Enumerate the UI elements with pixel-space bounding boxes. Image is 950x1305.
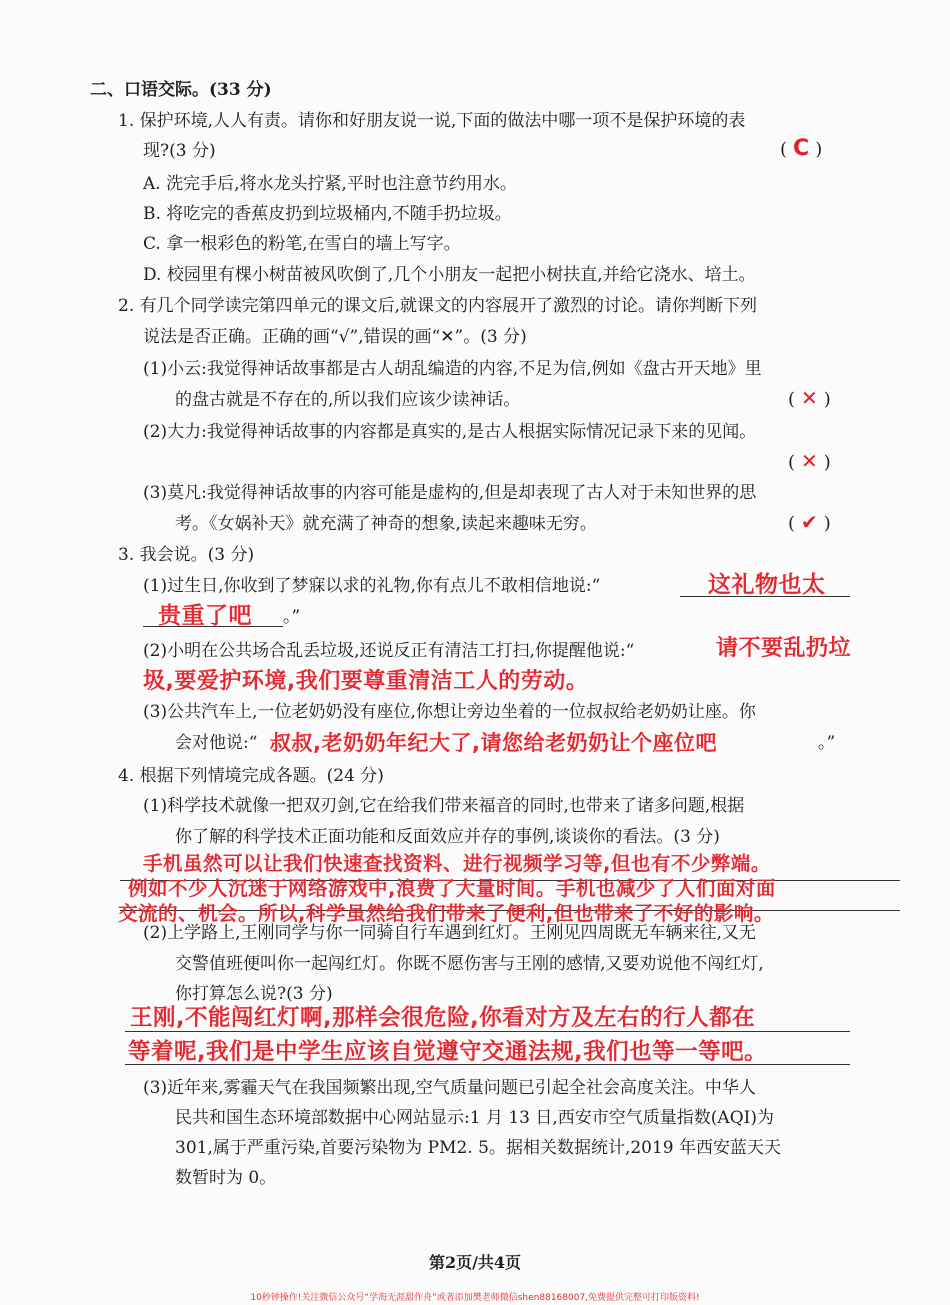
q2-s2-line1: (2)大力:我觉得神话故事的内容都是真实的,是古人根据实际情况记录下来的见闻。 — [143, 422, 757, 442]
q1-option-b: B. 将吃完的香蕉皮扔到垃圾桶内,不随手扔垃圾。 — [143, 204, 512, 224]
q3-title: 3. 我会说。(3 分) — [118, 545, 255, 565]
q2-s1-answer-paren — [788, 386, 831, 412]
q2-s1-line1: (1)小云:我觉得神话故事都是古人胡乱编造的内容,不足为信,例如《盘古开天地》里 — [143, 359, 762, 379]
q1-option-a: A. 洗完手后,将水龙头拧紧,平时也注意节约用水。 — [143, 174, 517, 194]
q2-stem-line1: 2. 有几个同学读完第四单元的课文后,就课文的内容展开了激烈的讨论。请你判断下列 — [118, 296, 758, 316]
q3-s3-line2: 会对他说:“ — [175, 733, 258, 753]
page-number: 第2页/共4页 — [428, 1253, 522, 1272]
q4-s2-answer-line1: 王刚,不能闯红灯啊,那样会很危险,你看对方及左右的行人都在 — [130, 1005, 756, 1031]
q1-option-c: C. 拿一根彩色的粉笔,在雪白的墙上写字。 — [143, 234, 461, 254]
q1-option-d: D. 校园里有棵小树苗被风吹倒了,几个小朋友一起把小树扶直,并给它浇水、培土。 — [143, 265, 756, 285]
promo-notice: 10秒钟操作!关注微信公众号“学海无涯甜作舟”或者添加樊老师微信shen88168007,免费提供完整可打印版资料! — [250, 1293, 700, 1303]
q4-s3-line4: 数暂时为 0。 — [175, 1168, 277, 1188]
q4-s1-answer-line2: 例如不少人沉迷于网络游戏中,浪费了大量时间。手机也减少了人们面对面 — [128, 877, 776, 900]
q4-s3-line1: (3)近年来,雾霾天气在我国频繁出现,空气质量问题已引起全社会高度关注。中华人 — [143, 1078, 756, 1098]
q2-s3-answer-paren — [788, 510, 831, 536]
q3-s2-answer-part1: 请不要乱扔垃 — [716, 636, 852, 661]
q3-s3-line1: (3)公共汽车上,一位老奶奶没有座位,你想让旁边坐着的一位叔叔给老奶奶让座。你 — [143, 702, 756, 722]
q1-stem-line1: 1. 保护环境,人人有责。请你和好朋友说一说,下面的做法中哪一项不是保护环境的表 — [118, 111, 746, 131]
q2-s3-line2: 考。《女娲补天》就充满了神奇的想象,读起来趣味无穷。 — [175, 514, 597, 534]
paren-open: ( — [788, 452, 796, 473]
q3-s1-answer-part2: 贵重了吧 — [158, 603, 252, 629]
q3-s1-line1: (1)过生日,你收到了梦寐以求的礼物,你有点儿不敢相信地说:“ — [143, 576, 601, 596]
q4-s2-line3: 你打算怎么说?(3 分) — [175, 984, 333, 1004]
q3-s3-answer: 叔叔,老奶奶年纪大了,请您给老奶奶让个座位吧 — [270, 731, 717, 755]
q4-s2-line2: 交警值班便叫你一起闯红灯。你既不愿伤害与王刚的感情,又要劝说他不闯红灯, — [175, 954, 764, 974]
q3-s1-end: 。” — [283, 607, 301, 627]
q4-s1-line1: (1)科学技术就像一把双刃剑,它在给我们带来福音的同时,也带来了诸多问题,根据 — [143, 796, 745, 816]
paren-open: ( — [788, 389, 796, 410]
paren-close: ) — [823, 452, 831, 473]
q2-stem-line2: 说法是否正确。正确的画“√”,错误的画“✕”。(3 分) — [143, 327, 527, 347]
q4-title: 4. 根据下列情境完成各题。(24 分) — [118, 766, 384, 786]
paren-close: ) — [815, 139, 823, 160]
q3-s1-answer-part1: 这礼物也太 — [708, 572, 826, 598]
paren-open: ( — [788, 513, 796, 534]
q4-s2-line1: (2)上学路上,王刚同学与你一同骑自行车遇到红灯。王刚见四周既无车辆来往,又无 — [143, 923, 756, 943]
section-title: 二、口语交际。(33 分) — [90, 80, 272, 100]
q2-s2-answer-paren — [788, 449, 831, 475]
q4-s1-answer-line3: 交流的、机会。所以,科学虽然给我们带来了便利,但也带来了不好的影响。 — [118, 902, 774, 925]
q4-s3-line2: 民共和国生态环境部数据中心网站显示:1 月 13 日,西安市空气质量指数(AQI)为 — [175, 1108, 774, 1128]
q2-s1-line2: 的盘古就是不存在的,所以我们应该少读神话。 — [175, 390, 521, 410]
q2-s1-mark: ✕ — [801, 386, 818, 410]
q2-s3-mark: ✔ — [801, 510, 818, 534]
q1-stem-line2: 现?(3 分) — [143, 141, 216, 161]
q4-s1-answer-line1: 手机虽然可以让我们快速查找资料、进行视频学习等,但也有不少弊端。 — [143, 852, 771, 875]
paren-open: ( — [780, 139, 788, 160]
q3-s3-end: 。” — [818, 733, 836, 753]
q4-s3-line3: 301,属于严重污染,首要污染物为 PM2. 5。据相关数据统计,2019 年西安蓝天天 — [175, 1138, 782, 1158]
q2-s2-mark: ✕ — [801, 449, 818, 473]
q2-s3-line1: (3)莫凡:我觉得神话故事的内容可能是虚构的,但是却表现了古人对于未知世界的思 — [143, 483, 757, 503]
q3-s2-line1: (2)小明在公共场合乱丢垃圾,还说反正有清洁工打扫,你提醒他说:“ — [143, 641, 635, 661]
q1-answer: C — [793, 136, 810, 161]
q4-s1-line2: 你了解的科学技术正面功能和反面效应并存的事例,谈谈你的看法。(3 分) — [175, 827, 720, 847]
paren-close: ) — [823, 389, 831, 410]
q3-s2-answer-part2: 圾,要爱护环境,我们要尊重清洁工人的劳动。 — [143, 669, 589, 694]
q4-s2-answer-line2: 等着呢,我们是中学生应该自觉遵守交通法规,我们也等一等吧。 — [128, 1039, 768, 1065]
paren-close: ) — [823, 513, 831, 534]
q1-answer-paren — [780, 137, 822, 162]
